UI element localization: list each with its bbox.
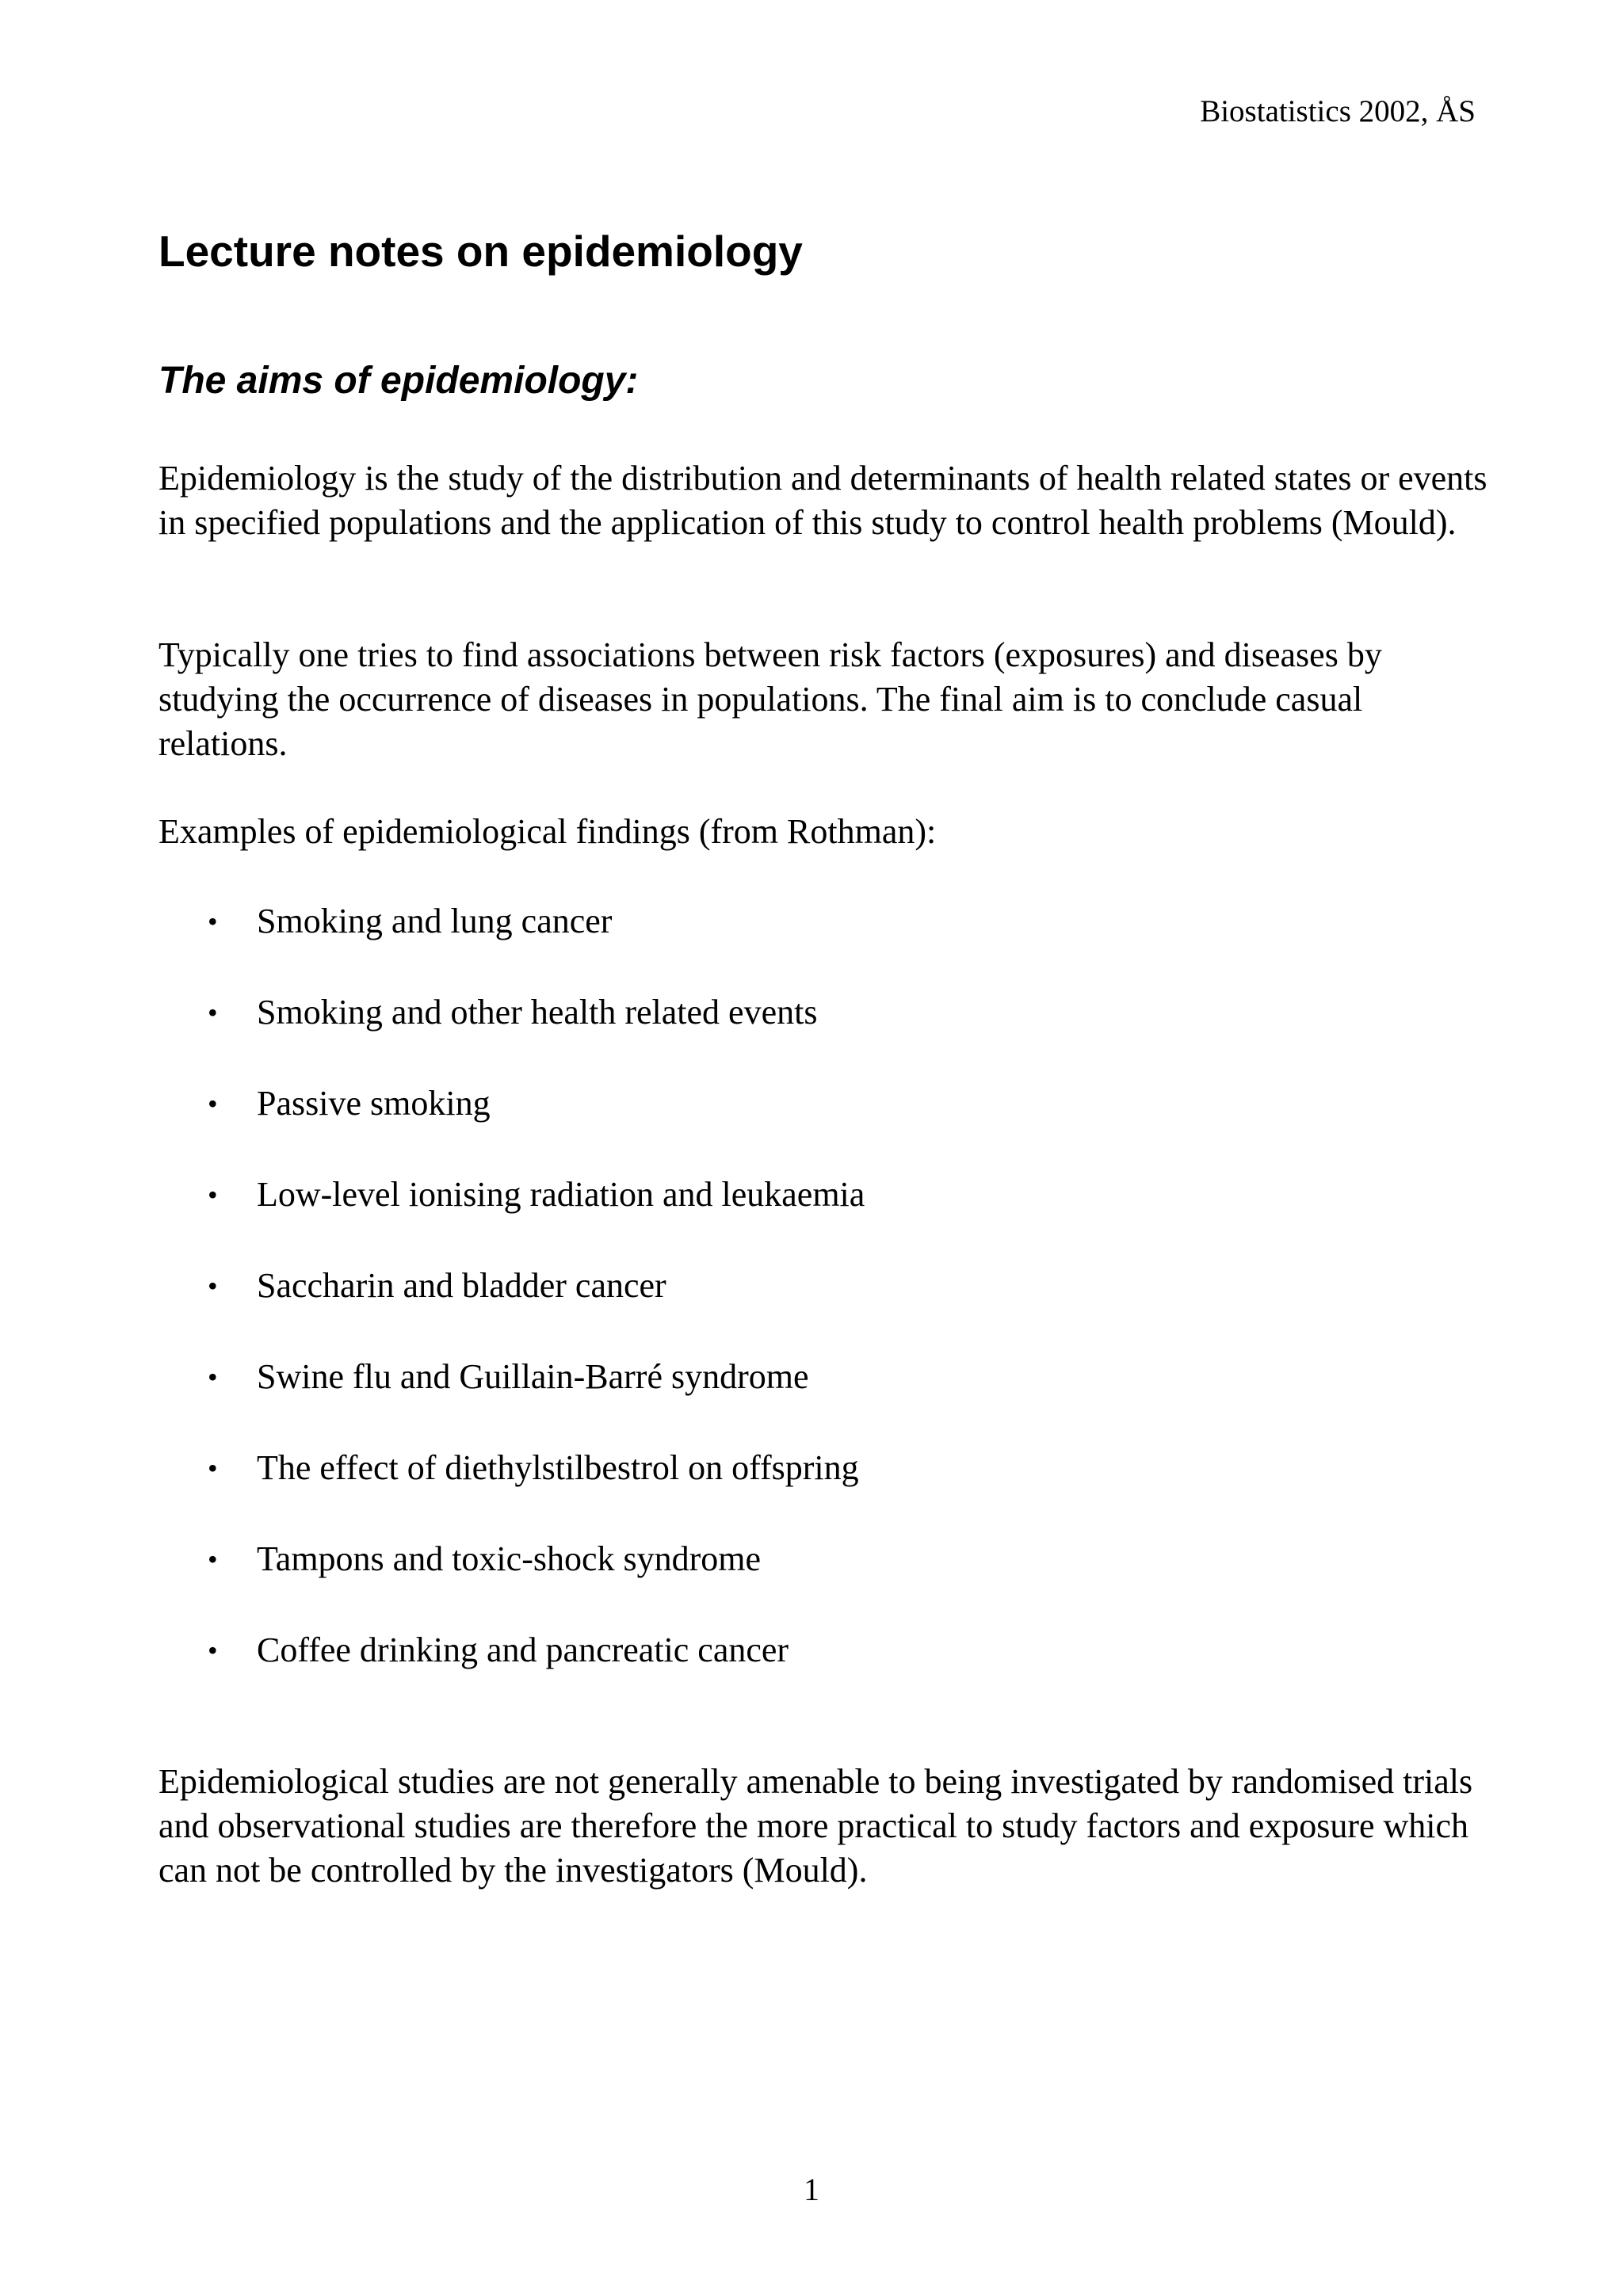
list-item bbox=[208, 899, 865, 990]
list-item bbox=[208, 1081, 865, 1173]
list-item bbox=[208, 1173, 865, 1264]
bullet-icon: • bbox=[208, 1179, 218, 1211]
bullet-icon: • bbox=[208, 1270, 218, 1302]
bullet-icon: • bbox=[208, 1361, 218, 1393]
list-item-text: Smoking and lung cancer bbox=[257, 902, 613, 940]
page-number: 1 bbox=[804, 2172, 819, 2207]
list-item-text: Passive smoking bbox=[257, 1084, 491, 1123]
list-item bbox=[208, 990, 865, 1081]
document-title: Lecture notes on epidemiology bbox=[158, 227, 803, 276]
bullet-icon: • bbox=[208, 997, 218, 1028]
running-header: Biostatistics 2002, ÅS bbox=[1200, 94, 1476, 128]
list-item-text: Tampons and toxic-shock syndrome bbox=[257, 1539, 762, 1578]
list-item-text: Saccharin and bladder cancer bbox=[257, 1266, 666, 1305]
list-item-text: The effect of diethylstilbestrol on offspring bbox=[257, 1448, 859, 1487]
paragraph-definition: Epidemiology is the study of the distribution and determinants of health related states or events in specified populations and the application of this study to control health problems (Mould). bbox=[158, 459, 1487, 542]
list-item bbox=[208, 1264, 865, 1355]
list-item-text: Smoking and other health related events bbox=[257, 993, 818, 1032]
bullet-icon: • bbox=[208, 1634, 218, 1666]
list-item bbox=[208, 1355, 865, 1446]
paragraph-closing: Epidemiological studies are not generally amenable to being investigated by randomised trials and observational studies are therefore the more practical to study factors and exposure which can not be controlled by the investigators (Mould). bbox=[158, 1762, 1473, 1890]
bullet-icon: • bbox=[208, 1543, 218, 1575]
bullet-icon: • bbox=[208, 1452, 218, 1484]
paragraph-examples-intro: Examples of epidemiological findings (from Rothman): bbox=[158, 812, 937, 851]
list-item-text: Low-level ionising radiation and leukaemia bbox=[257, 1175, 865, 1214]
bullet-icon: • bbox=[208, 906, 218, 937]
findings-list bbox=[208, 899, 865, 1719]
paragraph-associations: Typically one tries to find associations between risk factors (exposures) and diseases by studying the occurrence of diseases in populations. The final aim is to conclude casual relations. bbox=[158, 635, 1382, 763]
list-item-text: Coffee drinking and pancreatic cancer bbox=[257, 1630, 789, 1669]
section-heading: The aims of epidemiology: bbox=[158, 360, 639, 402]
list-item bbox=[208, 1446, 865, 1537]
list-item bbox=[208, 1537, 865, 1628]
list-item bbox=[208, 1628, 865, 1719]
bullet-icon: • bbox=[208, 1088, 218, 1119]
list-item-text: Swine flu and Guillain-Barré syndrome bbox=[257, 1357, 809, 1396]
